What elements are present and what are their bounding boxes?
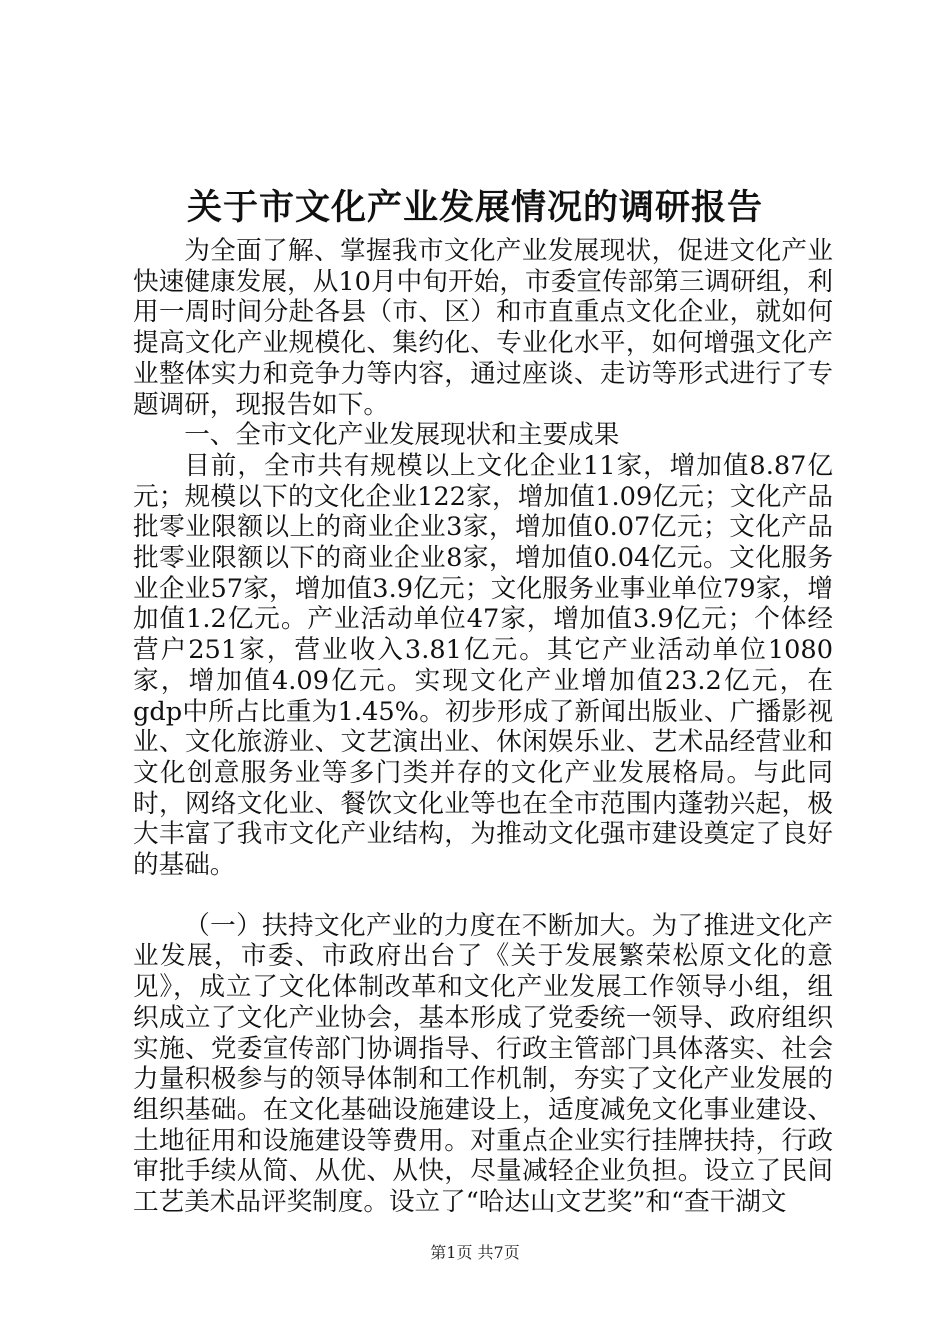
support-paragraph: （一）扶持文化产业的力度在不断加大。为了推进文化产业发展，市委、市政府出台了《关于发展繁荣松原文化的意见》，成立了文化体制改革和文化产业发展工作领导小组，组织成立了文化产业协会，基本形成了党委统一领导、政府组织实施、党委宣传部门协调指导、行政主管部门具体落实、社会力量积极参与的领导体制和工作机制，夯实了文化产业发展的组织基础。在文化基础设施建设上，适度减免文化事业建设、土地征用和设施建设等费用。对重点企业实行挂牌扶持，行政审批手续从简、从优、从快，尽量减轻企业负担。设立了民间工艺美术品评奖制度。设立了“哈达山文艺奖”和“查干湖文 — [133, 910, 833, 1218]
page-number-footer: 第1页 共7页 — [430, 1243, 520, 1262]
document-title: 关于市文化产业发展情况的调研报告 — [186, 187, 763, 228]
document-body — [133, 236, 833, 1218]
section-heading: 一、全市文化产业发展现状和主要成果 — [184, 420, 620, 451]
intro-paragraph: 为全面了解、掌握我市文化产业发展现状，促进文化产业快速健康发展，从10月中旬开始，市委宣传部第三调研组，利用一周时间分赴各县（市、区）和市直重点文化企业，就如何提高文化产业规模化、集约化、专业化水平，如何增强文化产业整体实力和竞争力等内容，通过座谈、走访等形式进行了专题调研，现报告如下。 — [133, 236, 833, 420]
statistics-paragraph: 目前，全市共有规模以上文化企业11家，增加值8.87亿元；规模以下的文化企业122家，增加值1.09亿元；文化产品批零业限额以上的商业企业3家，增加值0.07亿元；文化产品批零业限额以下的商业企业8家，增加值0.04亿元。文化服务业企业57家，增加值3.9亿元；文化服务业事业单位79家，增加值1.2亿元。产业活动单位47家，增加值3.9亿元；个体经营户251家，营业收入3.81亿元。其它产业活动单位1080家，增加值4.09亿元。实现文化产业增加值23.2亿元，在gdp中所占比重为1.45%。初步形成了新闻出版业、广播影视业、文化旅游业、文艺演出业、休闲娱乐业、艺术品经营业和文化创意服务业等多门类并存的文化产业发展格局。与此同时，网络文化业、餐饮文化业等也在全市范围内蓬勃兴起，极大丰富了我市文化产业结构，为推动文化强市建设奠定了良好的基础。 — [133, 450, 833, 881]
